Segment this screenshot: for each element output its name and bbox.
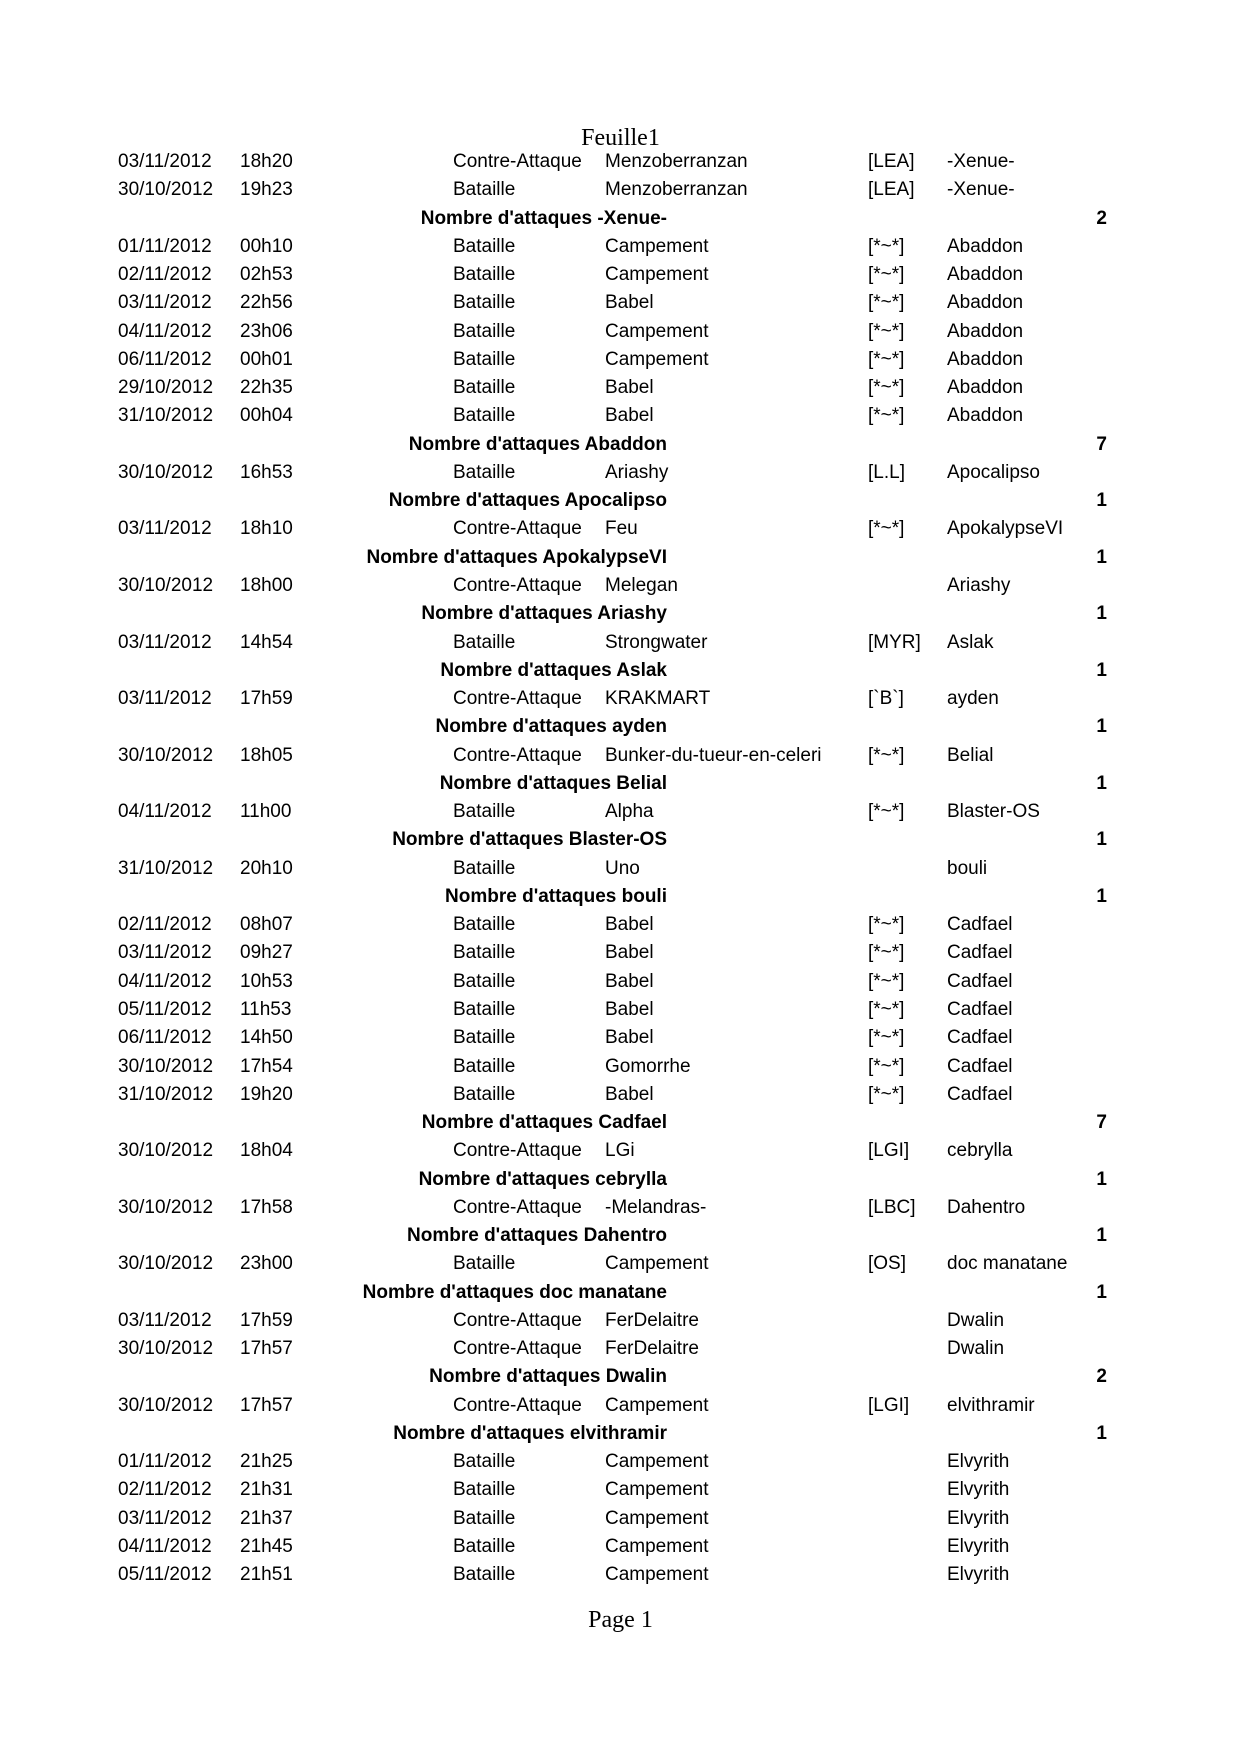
time-cell: 10h53 bbox=[240, 970, 293, 992]
time-cell: 17h57 bbox=[240, 1338, 293, 1360]
attack-count-value: 1 bbox=[1096, 603, 1107, 625]
summary-row bbox=[0, 883, 1241, 911]
alliance-tag-cell: [LGI] bbox=[868, 1140, 910, 1162]
attacker-cell: ayden bbox=[947, 688, 999, 710]
date-cell: 01/11/2012 bbox=[118, 235, 212, 257]
date-cell: 30/10/2012 bbox=[118, 744, 214, 766]
table-row bbox=[0, 1250, 1241, 1278]
table-row bbox=[0, 685, 1241, 713]
attacker-cell: Ariashy bbox=[947, 574, 1011, 596]
table-row bbox=[0, 855, 1241, 883]
attacker-cell: -Xenue- bbox=[947, 179, 1015, 201]
attacker-cell: cebrylla bbox=[947, 1140, 1013, 1162]
attack-count-value: 1 bbox=[1096, 1422, 1107, 1444]
attack-count-value: 1 bbox=[1096, 546, 1107, 568]
attack-type-cell: Bataille bbox=[453, 320, 516, 342]
summary-row bbox=[0, 713, 1241, 741]
attacker-cell: Abaddon bbox=[947, 377, 1024, 399]
table-row bbox=[0, 1505, 1241, 1533]
table-row bbox=[0, 798, 1241, 826]
alliance-tag-cell: [LEA] bbox=[868, 151, 915, 172]
attack-count-label: Nombre d'attaques ayden bbox=[435, 716, 667, 738]
table-row bbox=[0, 176, 1241, 204]
time-cell: 09h27 bbox=[240, 942, 293, 964]
attack-type-cell: Bataille bbox=[453, 1479, 516, 1501]
attack-type-cell: Bataille bbox=[453, 942, 516, 964]
attack-type-cell: Contre-Attaque bbox=[453, 518, 582, 540]
attack-count-value: 7 bbox=[1096, 1112, 1107, 1134]
target-cell: Babel bbox=[605, 914, 654, 936]
attacker-cell: Abaddon bbox=[947, 235, 1024, 257]
target-cell: Campement bbox=[605, 1451, 709, 1473]
attack-type-cell: Contre-Attaque bbox=[453, 1338, 582, 1360]
table-row bbox=[0, 1476, 1241, 1504]
attack-count-value: 1 bbox=[1096, 1168, 1107, 1190]
summary-row bbox=[0, 1109, 1241, 1137]
attack-type-cell: Contre-Attaque bbox=[453, 1394, 582, 1416]
alliance-tag-cell: [*~*] bbox=[868, 1055, 905, 1077]
attack-count-value: 1 bbox=[1096, 772, 1107, 794]
attacker-cell: Aslak bbox=[947, 631, 994, 653]
time-cell: 21h31 bbox=[240, 1479, 293, 1501]
time-cell: 14h54 bbox=[240, 631, 293, 653]
attack-type-cell: Bataille bbox=[453, 461, 516, 483]
time-cell: 11h53 bbox=[240, 998, 292, 1020]
time-cell: 23h06 bbox=[240, 320, 293, 342]
time-cell: 00h04 bbox=[240, 405, 293, 427]
date-cell: 03/11/2012 bbox=[118, 942, 212, 964]
table-row bbox=[0, 939, 1241, 967]
target-cell: Uno bbox=[605, 857, 640, 879]
attacker-cell: bouli bbox=[947, 857, 988, 879]
date-cell: 06/11/2012 bbox=[118, 1027, 212, 1049]
table-row bbox=[0, 318, 1241, 346]
attack-count-value: 1 bbox=[1096, 1225, 1107, 1247]
attack-log-table bbox=[0, 148, 1241, 1590]
summary-row bbox=[0, 205, 1241, 233]
alliance-tag-cell: [*~*] bbox=[868, 405, 905, 427]
time-cell: 11h00 bbox=[240, 801, 292, 823]
date-cell: 01/11/2012 bbox=[118, 1451, 212, 1473]
attack-type-cell: Contre-Attaque bbox=[453, 1309, 582, 1331]
attacker-cell: Dwalin bbox=[947, 1338, 1005, 1360]
summary-row bbox=[0, 826, 1241, 854]
time-cell: 18h05 bbox=[240, 744, 293, 766]
target-cell: Feu bbox=[605, 518, 638, 540]
date-cell: 30/10/2012 bbox=[118, 1394, 214, 1416]
attack-type-cell: Bataille bbox=[453, 1083, 516, 1105]
table-row bbox=[0, 1081, 1241, 1109]
summary-row bbox=[0, 770, 1241, 798]
alliance-tag-cell bbox=[868, 1307, 947, 1335]
target-cell: Campement bbox=[605, 1394, 709, 1416]
time-cell: 18h04 bbox=[240, 1140, 293, 1162]
attack-count-label: Nombre d'attaques cebrylla bbox=[418, 1168, 667, 1190]
date-cell: 30/10/2012 bbox=[118, 1140, 214, 1162]
attack-count-label: Nombre d'attaques ApokalypseVI bbox=[366, 546, 667, 568]
attack-type-cell: Bataille bbox=[453, 914, 516, 936]
attack-type-cell: Bataille bbox=[453, 1451, 516, 1473]
attacker-cell: Abaddon bbox=[947, 405, 1024, 427]
table-row bbox=[0, 1533, 1241, 1561]
alliance-tag-cell: [*~*] bbox=[868, 235, 905, 257]
attack-type-cell: Contre-Attaque bbox=[453, 744, 582, 766]
alliance-tag-cell bbox=[868, 855, 947, 883]
target-cell: Babel bbox=[605, 998, 654, 1020]
alliance-tag-cell: [*~*] bbox=[868, 744, 905, 766]
alliance-tag-cell: [*~*] bbox=[868, 801, 905, 823]
target-cell: Bunker-du-tueur-en-celeri bbox=[605, 744, 822, 766]
date-cell: 05/11/2012 bbox=[118, 1564, 212, 1586]
attacker-cell: Cadfael bbox=[947, 970, 1013, 992]
table-row bbox=[0, 374, 1241, 402]
alliance-tag-cell: [*~*] bbox=[868, 320, 905, 342]
alliance-tag-cell bbox=[868, 1448, 947, 1476]
attacker-cell: Abaddon bbox=[947, 348, 1024, 370]
date-cell: 30/10/2012 bbox=[118, 461, 214, 483]
table-row bbox=[0, 1392, 1241, 1420]
summary-row bbox=[0, 431, 1241, 459]
target-cell: Menzoberranzan bbox=[605, 151, 748, 172]
attack-count-value: 1 bbox=[1096, 1281, 1107, 1303]
table-row bbox=[0, 1307, 1241, 1335]
attack-type-cell: Bataille bbox=[453, 348, 516, 370]
date-cell: 06/11/2012 bbox=[118, 348, 212, 370]
alliance-tag-cell bbox=[868, 572, 947, 600]
table-row bbox=[0, 1194, 1241, 1222]
time-cell: 18h20 bbox=[240, 151, 293, 172]
alliance-tag-cell: [LEA] bbox=[868, 179, 915, 201]
table-row bbox=[0, 1335, 1241, 1363]
attack-type-cell: Bataille bbox=[453, 235, 516, 257]
attacker-cell: Cadfael bbox=[947, 1083, 1013, 1105]
target-cell: Melegan bbox=[605, 574, 678, 596]
target-cell: Campement bbox=[605, 1564, 709, 1586]
attack-count-label: Nombre d'attaques Dwalin bbox=[429, 1366, 667, 1388]
attacker-cell: Elvyrith bbox=[947, 1564, 1010, 1586]
alliance-tag-cell: [LBC] bbox=[868, 1196, 916, 1218]
date-cell: 03/11/2012 bbox=[118, 631, 212, 653]
attack-type-cell: Bataille bbox=[453, 1253, 516, 1275]
attack-count-value: 1 bbox=[1096, 716, 1107, 738]
time-cell: 17h58 bbox=[240, 1196, 293, 1218]
table-row bbox=[0, 1137, 1241, 1165]
alliance-tag-cell bbox=[868, 1335, 947, 1363]
alliance-tag-cell: [`B`] bbox=[868, 688, 904, 710]
attacker-cell: Abaddon bbox=[947, 264, 1024, 286]
date-cell: 30/10/2012 bbox=[118, 1196, 214, 1218]
table-row bbox=[0, 261, 1241, 289]
target-cell: Alpha bbox=[605, 801, 654, 823]
attack-type-cell: Contre-Attaque bbox=[453, 1140, 582, 1162]
table-row bbox=[0, 346, 1241, 374]
attack-count-label: Nombre d'attaques Aslak bbox=[440, 659, 667, 681]
attack-count-value: 1 bbox=[1096, 490, 1107, 512]
attack-count-label: Nombre d'attaques Abaddon bbox=[408, 433, 667, 455]
time-cell: 17h57 bbox=[240, 1394, 293, 1416]
attacker-cell: Dwalin bbox=[947, 1309, 1005, 1331]
alliance-tag-cell: [MYR] bbox=[868, 631, 921, 653]
attack-count-label: Nombre d'attaques Dahentro bbox=[407, 1225, 667, 1247]
attacker-cell: Abaddon bbox=[947, 292, 1024, 314]
attack-type-cell: Bataille bbox=[453, 998, 516, 1020]
target-cell: KRAKMART bbox=[605, 688, 711, 710]
attack-count-value: 1 bbox=[1096, 829, 1107, 851]
date-cell: 29/10/2012 bbox=[118, 377, 214, 399]
alliance-tag-cell: [*~*] bbox=[868, 1083, 905, 1105]
time-cell: 22h56 bbox=[240, 292, 293, 314]
target-cell: Babel bbox=[605, 377, 654, 399]
attacker-cell: Elvyrith bbox=[947, 1507, 1010, 1529]
time-cell: 18h00 bbox=[240, 574, 293, 596]
target-cell: Campement bbox=[605, 1536, 709, 1558]
table-row bbox=[0, 402, 1241, 430]
attack-type-cell: Bataille bbox=[453, 377, 516, 399]
alliance-tag-cell: [*~*] bbox=[868, 970, 905, 992]
attack-type-cell: Bataille bbox=[453, 801, 516, 823]
date-cell: 02/11/2012 bbox=[118, 264, 212, 286]
attack-type-cell: Contre-Attaque bbox=[453, 151, 582, 172]
target-cell: Campement bbox=[605, 1253, 709, 1275]
alliance-tag-cell: [*~*] bbox=[868, 264, 905, 286]
attack-count-label: Nombre d'attaques Cadfael bbox=[421, 1112, 667, 1134]
table-row bbox=[0, 515, 1241, 543]
date-cell: 04/11/2012 bbox=[118, 1536, 212, 1558]
time-cell: 17h59 bbox=[240, 688, 293, 710]
table-row bbox=[0, 996, 1241, 1024]
attacker-cell: Abaddon bbox=[947, 320, 1024, 342]
attack-type-cell: Contre-Attaque bbox=[453, 688, 582, 710]
target-cell: FerDelaitre bbox=[605, 1309, 699, 1331]
summary-row bbox=[0, 487, 1241, 515]
attack-type-cell: Bataille bbox=[453, 292, 516, 314]
attack-type-cell: Contre-Attaque bbox=[453, 1196, 582, 1218]
summary-row bbox=[0, 657, 1241, 685]
time-cell: 22h35 bbox=[240, 377, 293, 399]
page-number-footer: Page 1 bbox=[588, 1607, 653, 1633]
alliance-tag-cell bbox=[868, 1476, 947, 1504]
attacker-cell: Elvyrith bbox=[947, 1479, 1010, 1501]
date-cell: 03/11/2012 bbox=[118, 1309, 212, 1331]
alliance-tag-cell: [*~*] bbox=[868, 1027, 905, 1049]
alliance-tag-cell: [LGI] bbox=[868, 1394, 910, 1416]
table-row bbox=[0, 911, 1241, 939]
target-cell: LGi bbox=[605, 1140, 635, 1162]
alliance-tag-cell: [*~*] bbox=[868, 348, 905, 370]
date-cell: 30/10/2012 bbox=[118, 179, 214, 201]
alliance-tag-cell: [*~*] bbox=[868, 998, 905, 1020]
time-cell: 17h59 bbox=[240, 1309, 293, 1331]
attacker-cell: Dahentro bbox=[947, 1196, 1026, 1218]
attack-count-label: Nombre d'attaques Blaster-OS bbox=[392, 829, 667, 851]
attack-type-cell: Bataille bbox=[453, 1507, 516, 1529]
table-row bbox=[0, 1024, 1241, 1052]
date-cell: 30/10/2012 bbox=[118, 1055, 214, 1077]
time-cell: 19h23 bbox=[240, 179, 293, 201]
table-row bbox=[0, 742, 1241, 770]
date-cell: 03/11/2012 bbox=[118, 1507, 212, 1529]
table-row bbox=[0, 1448, 1241, 1476]
attack-type-cell: Bataille bbox=[453, 1564, 516, 1586]
time-cell: 08h07 bbox=[240, 914, 293, 936]
target-cell: FerDelaitre bbox=[605, 1338, 699, 1360]
time-cell: 21h51 bbox=[240, 1564, 293, 1586]
attacker-cell: elvithramir bbox=[947, 1394, 1035, 1416]
alliance-tag-cell: [L.L] bbox=[868, 461, 905, 483]
alliance-tag-cell bbox=[868, 1561, 947, 1589]
attacker-cell: Blaster-OS bbox=[947, 801, 1040, 823]
target-cell: Campement bbox=[605, 320, 709, 342]
attack-type-cell: Bataille bbox=[453, 631, 516, 653]
target-cell: Campement bbox=[605, 1507, 709, 1529]
table-row bbox=[0, 148, 1241, 176]
date-cell: 03/11/2012 bbox=[118, 518, 212, 540]
alliance-tag-cell bbox=[868, 1505, 947, 1533]
attack-count-value: 1 bbox=[1096, 885, 1107, 907]
date-cell: 30/10/2012 bbox=[118, 1338, 214, 1360]
target-cell: Campement bbox=[605, 348, 709, 370]
table-row bbox=[0, 1561, 1241, 1589]
attack-type-cell: Bataille bbox=[453, 970, 516, 992]
attacker-cell: Elvyrith bbox=[947, 1536, 1010, 1558]
target-cell: Babel bbox=[605, 292, 654, 314]
date-cell: 04/11/2012 bbox=[118, 970, 212, 992]
time-cell: 14h50 bbox=[240, 1027, 293, 1049]
target-cell: Babel bbox=[605, 405, 654, 427]
target-cell: Gomorrhe bbox=[605, 1055, 691, 1077]
date-cell: 05/11/2012 bbox=[118, 998, 212, 1020]
attacker-cell: Cadfael bbox=[947, 1055, 1013, 1077]
attack-type-cell: Contre-Attaque bbox=[453, 574, 582, 596]
attacker-cell: Elvyrith bbox=[947, 1451, 1010, 1473]
attacker-cell: Cadfael bbox=[947, 914, 1013, 936]
attack-count-value: 2 bbox=[1096, 207, 1107, 229]
target-cell: Menzoberranzan bbox=[605, 179, 748, 201]
summary-row bbox=[0, 600, 1241, 628]
summary-row bbox=[0, 1420, 1241, 1448]
time-cell: 00h10 bbox=[240, 235, 293, 257]
target-cell: Babel bbox=[605, 1027, 654, 1049]
summary-row bbox=[0, 544, 1241, 572]
table-row bbox=[0, 968, 1241, 996]
sheet-title: Feuille1 bbox=[581, 125, 660, 151]
table-row bbox=[0, 1053, 1241, 1081]
summary-row bbox=[0, 1166, 1241, 1194]
date-cell: 31/10/2012 bbox=[118, 405, 214, 427]
attack-count-label: Nombre d'attaques -Xenue- bbox=[420, 207, 667, 229]
attack-count-label: Nombre d'attaques doc manatane bbox=[362, 1281, 667, 1303]
attack-count-label: Nombre d'attaques Belial bbox=[439, 772, 667, 794]
target-cell: Campement bbox=[605, 235, 709, 257]
time-cell: 21h25 bbox=[240, 1451, 293, 1473]
date-cell: 02/11/2012 bbox=[118, 914, 212, 936]
target-cell: Babel bbox=[605, 1083, 654, 1105]
date-cell: 30/10/2012 bbox=[118, 1253, 214, 1275]
attack-count-value: 7 bbox=[1096, 433, 1107, 455]
table-row bbox=[0, 629, 1241, 657]
attacker-cell: doc manatane bbox=[947, 1253, 1068, 1275]
attack-count-label: Nombre d'attaques Ariashy bbox=[421, 603, 667, 625]
date-cell: 31/10/2012 bbox=[118, 1083, 214, 1105]
attacker-cell: ApokalypseVI bbox=[947, 518, 1064, 540]
time-cell: 18h10 bbox=[240, 518, 293, 540]
table-row bbox=[0, 289, 1241, 317]
time-cell: 20h10 bbox=[240, 857, 293, 879]
attacker-cell: Cadfael bbox=[947, 1027, 1013, 1049]
alliance-tag-cell bbox=[868, 1533, 947, 1561]
attacker-cell: Cadfael bbox=[947, 942, 1013, 964]
attack-count-value: 2 bbox=[1096, 1366, 1107, 1388]
date-cell: 04/11/2012 bbox=[118, 801, 212, 823]
attacker-cell: Apocalipso bbox=[947, 461, 1040, 483]
target-cell: Ariashy bbox=[605, 461, 669, 483]
time-cell: 21h37 bbox=[240, 1507, 293, 1529]
attack-type-cell: Bataille bbox=[453, 1536, 516, 1558]
time-cell: 02h53 bbox=[240, 264, 293, 286]
attack-type-cell: Bataille bbox=[453, 1027, 516, 1049]
attacker-cell: -Xenue- bbox=[947, 151, 1015, 172]
attack-count-value: 1 bbox=[1096, 659, 1107, 681]
target-cell: Campement bbox=[605, 1479, 709, 1501]
date-cell: 03/11/2012 bbox=[118, 688, 212, 710]
time-cell: 19h20 bbox=[240, 1083, 293, 1105]
date-cell: 04/11/2012 bbox=[118, 320, 212, 342]
alliance-tag-cell: [*~*] bbox=[868, 942, 905, 964]
time-cell: 00h01 bbox=[240, 348, 293, 370]
alliance-tag-cell: [*~*] bbox=[868, 292, 905, 314]
date-cell: 03/11/2012 bbox=[118, 151, 212, 172]
target-cell: Strongwater bbox=[605, 631, 708, 653]
attack-type-cell: Bataille bbox=[453, 264, 516, 286]
time-cell: 16h53 bbox=[240, 461, 293, 483]
time-cell: 17h54 bbox=[240, 1055, 293, 1077]
alliance-tag-cell: [*~*] bbox=[868, 377, 905, 399]
table-row bbox=[0, 572, 1241, 600]
date-cell: 02/11/2012 bbox=[118, 1479, 212, 1501]
attack-count-label: Nombre d'attaques Apocalipso bbox=[388, 490, 667, 512]
alliance-tag-cell: [OS] bbox=[868, 1253, 907, 1275]
attack-type-cell: Bataille bbox=[453, 405, 516, 427]
summary-row bbox=[0, 1222, 1241, 1250]
attack-count-label: Nombre d'attaques elvithramir bbox=[393, 1422, 667, 1444]
attack-type-cell: Bataille bbox=[453, 857, 516, 879]
attack-count-label: Nombre d'attaques bouli bbox=[445, 885, 667, 907]
attack-type-cell: Bataille bbox=[453, 179, 516, 201]
alliance-tag-cell: [*~*] bbox=[868, 914, 905, 936]
date-cell: 30/10/2012 bbox=[118, 574, 214, 596]
alliance-tag-cell: [*~*] bbox=[868, 518, 905, 540]
target-cell: Babel bbox=[605, 970, 654, 992]
table-row bbox=[0, 459, 1241, 487]
time-cell: 23h00 bbox=[240, 1253, 293, 1275]
date-cell: 03/11/2012 bbox=[118, 292, 212, 314]
target-cell: Babel bbox=[605, 942, 654, 964]
summary-row bbox=[0, 1363, 1241, 1391]
target-cell: Campement bbox=[605, 264, 709, 286]
attack-type-cell: Bataille bbox=[453, 1055, 516, 1077]
attacker-cell: Belial bbox=[947, 744, 994, 766]
attacker-cell: Cadfael bbox=[947, 998, 1013, 1020]
target-cell: -Melandras- bbox=[605, 1196, 707, 1218]
time-cell: 21h45 bbox=[240, 1536, 293, 1558]
table-row bbox=[0, 233, 1241, 261]
summary-row bbox=[0, 1279, 1241, 1307]
date-cell: 31/10/2012 bbox=[118, 857, 214, 879]
